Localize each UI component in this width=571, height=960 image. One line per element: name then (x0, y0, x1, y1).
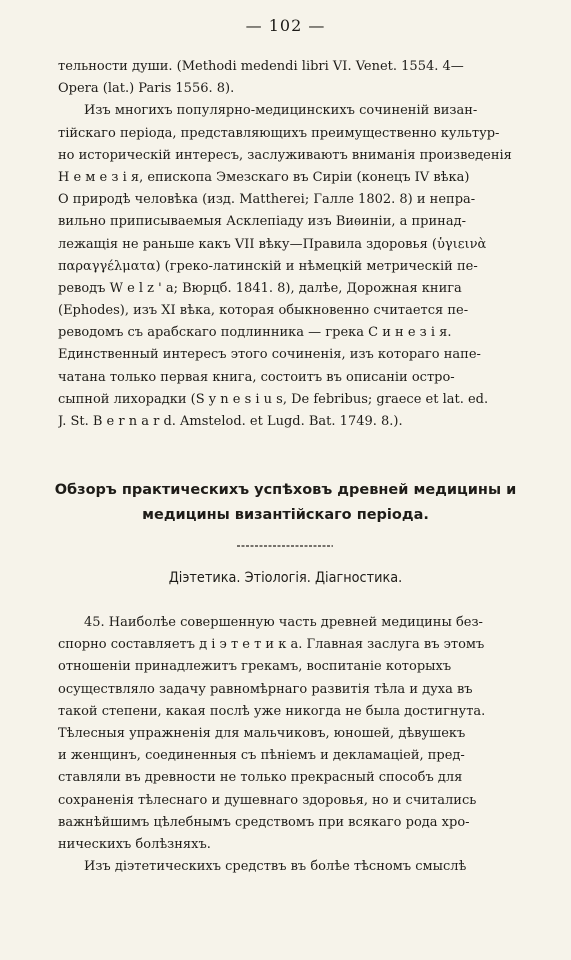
section-heading (30, 478, 541, 528)
text-line: вильно приписываемыя Асклепіаду изъ Виѳиніи, а принад- (58, 214, 466, 230)
text-line: тійскаго періода, представляющихъ преимущественно культур- (58, 125, 500, 141)
paragraph-continuation (58, 56, 530, 100)
text-line: ставляли въ древности не только прекрасный способъ для (58, 770, 463, 786)
text-line: О природѣ человѣка (изд. Mattherei; Галле 1802. 8) и непра- (58, 192, 476, 208)
text-line: (Ephodes), изъ XI вѣка, которая обыкновенно считается пе- (58, 303, 469, 319)
text-line: Opera (lat.) Paris 1556. 8). (58, 81, 235, 97)
text-line: важнѣйшимъ цѣлебнымъ средствомъ при всякаго рода хро- (58, 814, 470, 830)
text-line: Н е м е з і я, епископа Эмезскаго въ Сиріи (конецъ IV вѣка) (58, 169, 470, 185)
subheading: Діэтетика. Этіологія. Діагностика. (168, 570, 403, 586)
text-line: чатана только первая книга, состоитъ въ описаніи остро- (58, 369, 455, 385)
text-line: παραγγέλματα) (греко-латинскій и нѣмецкій метрическій пе- (58, 258, 478, 274)
text-line: 45. Наиболѣе совершенную часть древней медицины без- (84, 615, 483, 630)
text-line: спорно составляетъ д і э т е т и к а. Главная заслуга въ этомъ (58, 637, 485, 653)
paragraph-byzantine-works (58, 100, 530, 433)
text-line: Изъ многихъ популярно-медицинскихъ сочиненій визан- (84, 103, 478, 119)
text-line: но историческій интересъ, заслуживаютъ вниманія произведенія (58, 147, 512, 163)
upper-text-block (58, 56, 530, 433)
text-line: и женщинъ, соединенныя съ пѣніемъ и декламаціей, пред- (58, 748, 465, 764)
text-line: Изъ діэтетическихъ средствъ въ болѣе тѣсномъ смыслѣ (84, 859, 467, 875)
section-heading-line: Обзоръ практическихъ успѣховъ древней медицины и (54, 482, 517, 498)
text-line: реводъ W e l z ' a; Вюрцб. 1841. 8), далѣе, Дорожная книга (58, 280, 462, 296)
lower-text-block (58, 612, 530, 878)
text-line: сыпной лихорадки (S y n e s i u s, De febribus; graecе et lat. ed. (58, 391, 489, 407)
text-line: осуществляло задачу равномѣрнаго развитія тѣла и духа въ (58, 681, 473, 697)
text-line: лежащія не раньше какъ VII вѣку—Правила здоровья (ὑγιεινὰ (58, 236, 487, 252)
page-number: — 102 — (245, 16, 326, 35)
text-line: реводомъ съ арабскаго подлинника — грека С и н е з і я. (58, 325, 452, 341)
section-heading-line: медицины византійскаго періода. (142, 507, 429, 523)
text-line: Единственный интересъ этого сочиненія, изъ котораго напе- (58, 347, 481, 363)
ornament-rule (235, 543, 335, 549)
text-line: ническихъ болѣзняхъ. (58, 836, 211, 852)
text-line: отношеніи принадлежитъ грекамъ, воспитаніе которыхъ (58, 659, 452, 675)
paragraph-dietetic-means (58, 856, 530, 878)
paragraph-dietetics (58, 612, 530, 856)
text-line: тельности души. (Methodi medendi libri VI. Venet. 1554. 4— (58, 59, 464, 74)
text-line: Тѣлесныя упражненія для мальчиковъ, юношей, дѣвушекъ (58, 725, 466, 741)
text-line: такой степени, какая послѣ уже никогда не была достигнута. (58, 703, 486, 719)
text-line: J. St. B e r n a r d. Amstelod. et Lugd. Bat. 1749. 8.). (58, 414, 403, 429)
text-line: сохраненія тѣлеснаго и душевнаго здоровья, но и считались (58, 792, 477, 808)
